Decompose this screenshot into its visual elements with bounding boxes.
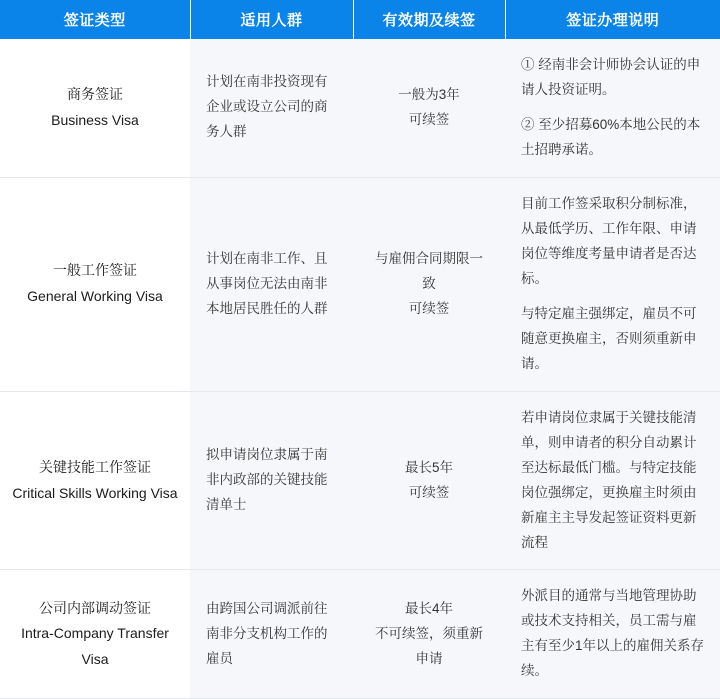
- validity-line-2: 不可续签，须重新申请: [375, 625, 483, 666]
- cell-target-group: 由跨国公司调派前往南非分支机构工作的雇员: [190, 570, 353, 699]
- column-header-target-group: 适用人群: [190, 0, 353, 39]
- table-row: [0, 570, 720, 699]
- cell-target-group: 计划在南非工作、且从事岗位无法由南非本地居民胜任的人群: [190, 177, 353, 391]
- visa-type-en: Business Visa: [51, 111, 139, 128]
- validity-line-2: 可续签: [408, 300, 450, 316]
- validity-line-1: 最长5年: [404, 459, 453, 475]
- table-header: [0, 0, 720, 39]
- visa-type-cn: 公司内部调动签证: [39, 599, 151, 616]
- validity-line-1: 与雇佣合同期限一致: [375, 250, 483, 291]
- validity-line-1: 一般为3年: [398, 86, 460, 102]
- table-row: [0, 177, 720, 391]
- cell-validity: [353, 39, 505, 177]
- description-paragraph: 与特定雇主强绑定，雇员不可随意更换雇主，否则须重新申请。: [521, 305, 697, 371]
- cell-validity: [353, 177, 505, 391]
- description-paragraph: 外派目的通常与当地管理协助或技术支持相关，员工需与雇主有至少1年以上的雇佣关系存续。: [521, 588, 705, 679]
- cell-visa-type: [0, 39, 190, 177]
- validity-line-2: 可续签: [408, 111, 450, 127]
- visa-type-cn: 一般工作签证: [53, 262, 137, 279]
- cell-visa-type: [0, 177, 190, 391]
- visa-type-cn: 商务签证: [67, 86, 123, 103]
- cell-description: [505, 177, 720, 391]
- cell-description: [505, 570, 720, 699]
- table-row: [0, 39, 720, 177]
- description-paragraph: ② 至少招募60%本地公民的本土招聘承诺。: [521, 116, 701, 157]
- cell-description: [505, 39, 720, 177]
- column-header-validity: 有效期及续签: [353, 0, 505, 39]
- visa-type-en: Intra-Company Transfer Visa: [21, 625, 169, 668]
- column-header-visa-type: 签证类型: [0, 0, 190, 39]
- visa-type-en: Critical Skills Working Visa: [12, 484, 178, 501]
- column-header-description: 签证办理说明: [505, 0, 720, 39]
- description-paragraph: 目前工作签采取积分制标准，从最低学历、工作年限、申请岗位等维度考量申请者是否达标。: [521, 195, 697, 286]
- table-header-row: [0, 0, 720, 39]
- cell-validity: [353, 391, 505, 570]
- visa-type-cn: 关键技能工作签证: [39, 458, 151, 475]
- cell-validity: [353, 570, 505, 699]
- visa-type-en: General Working Visa: [27, 288, 163, 305]
- cell-target-group: 计划在南非投资现有企业或设立公司的商务人群: [190, 39, 353, 177]
- cell-visa-type: [0, 391, 190, 570]
- description-paragraph: 若申请岗位隶属于关键技能清单，则申请者的积分自动累计至达标最低门槛。与特定技能岗位强绑定，更换雇主时须由新雇主主导发起签证资料更新流程: [521, 409, 697, 550]
- validity-line-1: 最长4年: [404, 600, 453, 616]
- description-paragraph: ① 经南非会计师协会认证的申请人投资证明。: [521, 57, 701, 97]
- table-row: [0, 391, 720, 570]
- cell-description: [505, 391, 720, 570]
- validity-line-2: 可续签: [408, 484, 450, 500]
- table-body: [0, 39, 720, 699]
- cell-visa-type: [0, 570, 190, 699]
- cell-target-group: 拟申请岗位隶属于南非内政部的关键技能清单士: [190, 391, 353, 570]
